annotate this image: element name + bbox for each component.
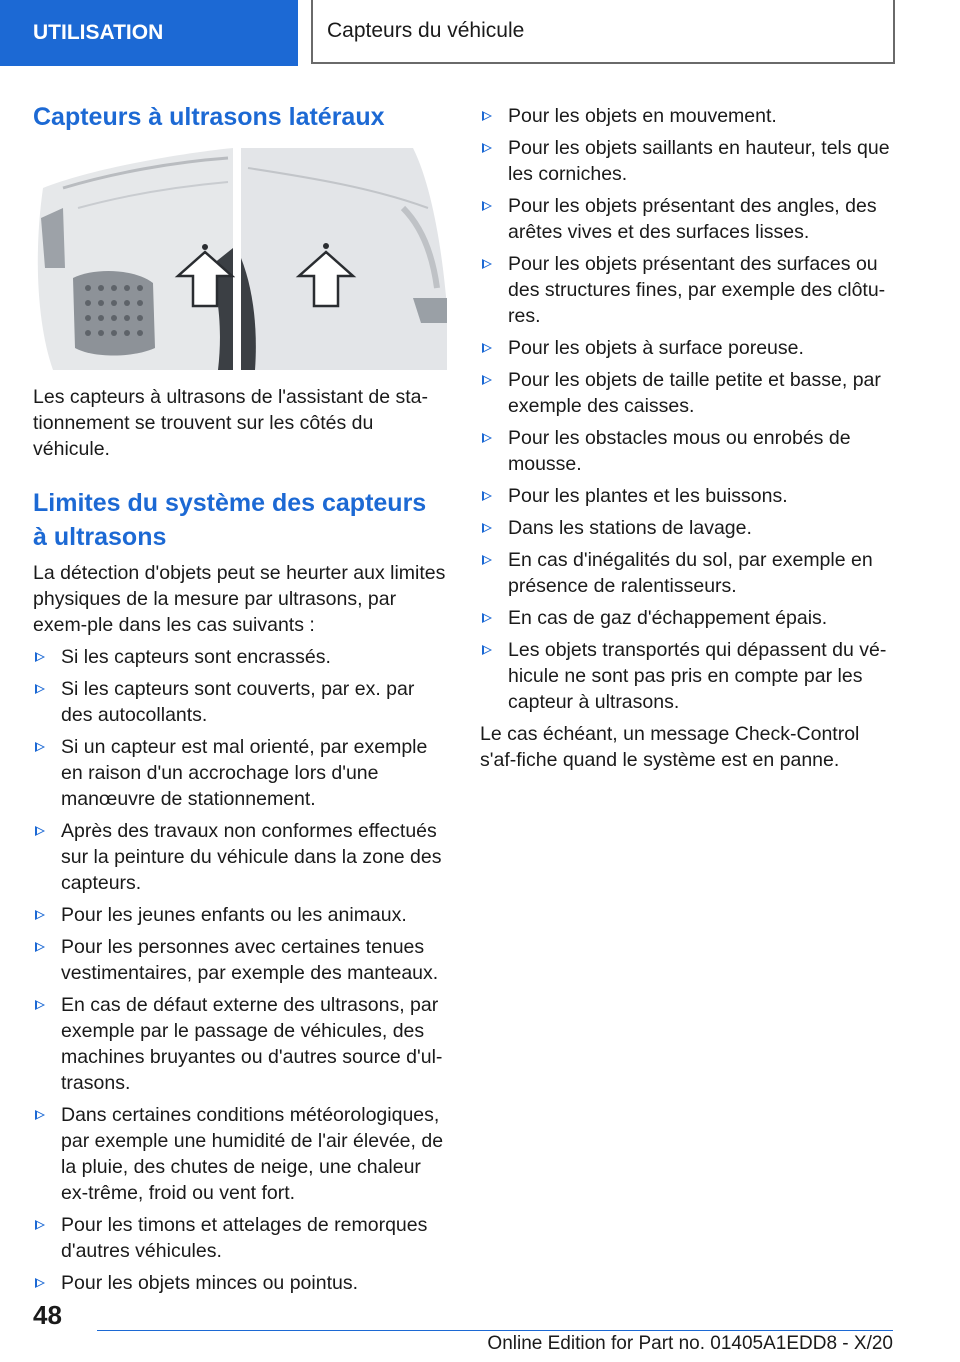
right-column [480, 103, 896, 773]
list-item: Après des travaux non conformes effectués sur la peinture du véhicule dans la zone des capteurs. [33, 818, 447, 896]
bullet-triangle-icon [35, 1110, 45, 1120]
bullet-triangle-icon [482, 343, 492, 353]
list-item: Pour les timons et attelages de remorques d'autres véhicules. [33, 1212, 447, 1264]
bullet-triangle-icon [35, 1220, 45, 1230]
list-item: Pour les obstacles mous ou enrobés de mousse. [480, 425, 896, 477]
bullet-triangle-icon [35, 1000, 45, 1010]
list-item: Dans certaines conditions météorologiques, par exemple une humidité de l'air élevée, de la pluie, des chutes de neige, une chaleur ex-trême, froid ou vent fort. [33, 1102, 447, 1206]
bullet-triangle-icon [482, 491, 492, 501]
bullet-triangle-icon [35, 1278, 45, 1288]
list-item: Pour les objets présentant des surfaces ou des structures fines, par exemple des clôtu-res. [480, 251, 896, 329]
bullet-triangle-icon [35, 684, 45, 694]
bullet-triangle-icon [35, 652, 45, 662]
bullet-triangle-icon [482, 613, 492, 623]
bullet-triangle-icon [482, 523, 492, 533]
bullet-triangle-icon [482, 111, 492, 121]
bullet-triangle-icon [482, 555, 492, 565]
bullet-triangle-icon [35, 910, 45, 920]
list-item: Pour les objets présentant des angles, des arêtes vives et des surfaces lisses. [480, 193, 896, 245]
list-item: Pour les plantes et les buissons. [480, 483, 896, 509]
bullet-triangle-icon [482, 201, 492, 211]
list-item: En cas d'inégalités du sol, par exemple en présence de ralentisseurs. [480, 547, 896, 599]
bullet-triangle-icon [482, 375, 492, 385]
bullet-triangle-icon [482, 645, 492, 655]
list-item: Pour les objets de taille petite et basse, par exemple des caisses. [480, 367, 896, 419]
left-column [33, 100, 447, 1296]
bullet-triangle-icon [482, 143, 492, 153]
list-item: Pour les jeunes enfants ou les animaux. [33, 902, 447, 928]
page-number: 48 [33, 1300, 62, 1330]
list-item: Pour les objets saillants en hauteur, tels que les corniches. [480, 135, 896, 187]
list-item: Si les capteurs sont couverts, par ex. par des autocollants. [33, 676, 447, 728]
list-item: En cas de défaut externe des ultrasons, par exemple par le passage de véhicules, des machines bruyantes ou d'autres source d'ul-trasons. [33, 992, 447, 1096]
page-header [0, 0, 960, 66]
list-item: Pour les objets en mouvement. [480, 103, 896, 129]
bullet-triangle-icon [482, 433, 492, 443]
list-item: Pour les objets minces ou pointus. [33, 1270, 447, 1296]
bullet-triangle-icon [35, 942, 45, 952]
bullet-triangle-icon [482, 259, 492, 269]
list-item: Pour les personnes avec certaines tenues vestimentaires, par exemple des manteaux. [33, 934, 447, 986]
list-item: Dans les stations de lavage. [480, 515, 896, 541]
section-heading: Capteurs à ultrasons latéraux [33, 103, 385, 131]
list-item: Si un capteur est mal orienté, par exemple en raison d'un accrochage lors d'une manœuvre de stationnement. [33, 734, 447, 812]
list-item: En cas de gaz d'échappement épais. [480, 605, 896, 631]
sensor-location-image [33, 148, 447, 370]
list-item: Si les capteurs sont encrassés. [33, 644, 447, 670]
bullet-triangle-icon [35, 826, 45, 836]
section-tab: UTILISATION [0, 0, 298, 66]
footer-divider [97, 1330, 893, 1331]
limits-heading: Limites du système des capteurs à ultrasons [33, 489, 427, 551]
list-item: Pour les objets à surface poreuse. [480, 335, 896, 361]
edition-footer: Online Edition for Part no. 01405A1EDD8 - X/20 [487, 1333, 893, 1354]
intro-paragraph: Les capteurs à ultrasons de l'assistant de sta-tionnement se trouvent sur les côtés du véhicule. [33, 386, 429, 460]
limits-intro: La détection d'objets peut se heurter aux limites physiques de la mesure par ultrasons, par exem-ple dans les cas suivants : [33, 562, 446, 636]
limits-list-right [480, 103, 896, 715]
bullet-triangle-icon [35, 742, 45, 752]
limits-list-left [33, 644, 447, 1296]
closing-paragraph: Le cas échéant, un message Check-Control s'af-fiche quand le système est en panne. [480, 723, 860, 771]
list-item: Les objets transportés qui dépassent du vé-hicule ne sont pas pris en compte par les capteur à ultrasons. [480, 637, 896, 715]
chapter-title: Capteurs du véhicule [311, 0, 895, 64]
